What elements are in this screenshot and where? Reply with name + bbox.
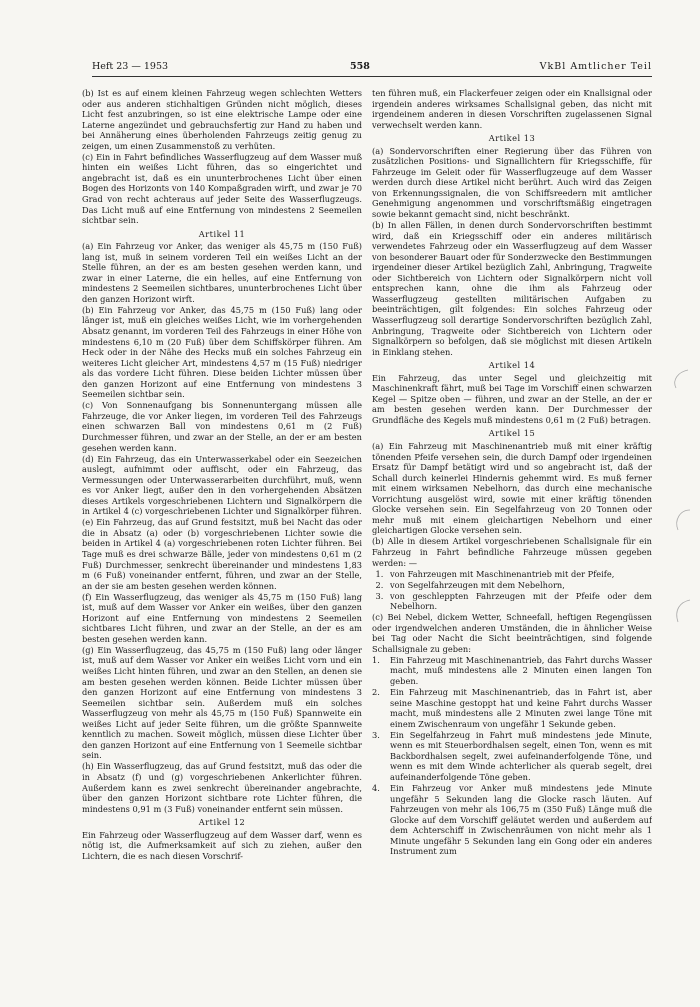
header-rule [92,76,652,77]
list-text: Ein Fahrzeug mit Maschinenantrieb, das in Fahrt ist, aber seine Maschine gestoppt hat und keine Fahrt durchs Wasser macht, muß mindestens alle 2 Minuten zwei lange Töne mit einem Zwischenraum von ungefähr 1 Sekunde geben. [390,687,652,729]
list-item [372,654,652,687]
right-column [372,88,652,993]
publication-title: VkBl Amtlicher Teil [539,61,652,72]
article-heading: Artikel 15 [488,428,536,439]
paragraph: (b) In allen Fällen, in denen durch Sondervorschriften bestimmt wird, daß ein Kriegsschiff oder ein anderes militärisch verwendetes Fahrzeug oder ein Wasserflugzeug auf dem Wasser von besonderer Bauart oder für Sonderzwecke den Bestimmungen irgendeiner dieser Artikel bezüglich Zahl, Anbringung, Tragweite oder Sichtbereich von Lichtern oder Signalkörpern nicht voll entsprechen kann, ohne die ihm als Fahrzeug oder Wasserflugzeug gestellten militärischen Aufgaben zu beeinträchtigen, gilt folgendes: Ein solches Fahrzeug oder Wasserflugzeug soll derartige Sondervorschriften bezüglich Zahl, Anbringung, Tragweite oder Sichtbereich von Lichtern oder Signalkörpern so befolgen, daß sie möglichst mit diesen Artikeln in Einklang stehen. [372,220,652,357]
paragraph: (c) Bei Nebel, dickem Wetter, Schneefall, heftigen Regengüssen oder irgendwelchen anderen Umständen, die in ähnlicher Weise bei Tag oder Nacht die Sicht beeinträchtigen, sind folgende Schallsignale zu geben: [372,612,652,654]
list-number: 2. [372,687,380,698]
pencil-mark [677,510,690,530]
list-item [372,783,652,857]
list-number: 3. [372,729,380,740]
list-item: 3. von geschleppten Fahrzeugen mit der Pfeife oder dem Nebelhorn. [386,591,652,612]
list-item: 1. von Fahrzeugen mit Maschinenantrieb mit der Pfeife, [386,569,652,580]
list-item [372,729,652,783]
page-header [92,60,652,74]
paragraph: Ein Fahrzeug oder Wasserflugzeug auf dem Wasser darf, wenn es nötig ist, die Aufmerksamkeit auf sich zu ziehen, außer den Lichtern, die es nach diesen Vorschrif- [82,829,362,861]
article-heading: Artikel 13 [488,133,536,144]
sound-signal-list [372,569,652,612]
paragraph: (c) Von Sonnenaufgang bis Sonnenuntergang müssen alle Fahrzeuge, die vor Anker liegen, im vorderen Teil des Fahrzeugs einen schwarzen Ball von mindestens 0,61 m (2 Fuß) Durchmesser führen, und zwar an der Stelle, an der er am besten gesehen werden kann. [82,400,362,453]
list-number: 1. [372,654,380,665]
article-heading: Artikel 14 [488,360,536,371]
margin-pencil-marks [658,360,698,660]
paragraph: Ein Fahrzeug, das unter Segel und gleichzeitig mit Maschinenkraft fährt, muß bei Tage im Vorschiff einen schwarzen Kegel — Spitze oben — führen, und zwar an der Stelle, an der er am besten gesehen werden kann. Der Durchmesser der Grundfläche des Kegels muß mindestens 0,61 m (2 Fuß) betragen. [372,372,652,425]
article-heading: Artikel 12 [198,817,246,828]
paragraph: (f) Ein Wasserflugzeug, das weniger als 45,75 m (150 Fuß) lang ist, muß auf dem Wasser vor Anker ein weißes, über den ganzen Horizont auf eine Entfernung von mindestens 2 Seemeilen sichtbares Licht führen, und zwar an der Stelle, an der es am besten gesehen werden kann. [82,591,362,644]
list-item [372,687,652,729]
paragraph: (a) Ein Fahrzeug vor Anker, das weniger als 45,75 m (150 Fuß) lang ist, muß in seinem vorderen Teil ein weißes Licht an der Stelle führen, an der es am besten gesehen werden kann, und zwar in einer Laterne, die ein helles, auf eine Entfernung von mindestens 2 Seemeilen sichtbares, ununterbrochenes Licht über den ganzen Horizont wirft. [82,241,362,304]
list-text: Ein Segelfahrzeug in Fahrt muß mindestens jede Minute, wenn es mit Steuerbordhalsen segelt, einen Ton, wenn es mit Backbordhalsen segelt, zwei aufeinanderfolgende Töne, und wenn es mit dem Winde achterlicher als querab segelt, drei aufeinanderfolgende Töne geben. [390,729,652,782]
list-text: Ein Fahrzeug mit Maschinenantrieb, das Fahrt durchs Wasser macht, muß mindestens alle 2 Minuten einen langen Ton geben. [390,654,652,687]
paragraph: (a) Ein Fahrzeug mit Maschinenantrieb muß mit einer kräftig tönenden Pfeife versehen sein, die durch Dampf oder irgendeinen Ersatz für Dampf betätigt wird und so angebracht ist, daß der Schall durch keinerlei Hindernis gehemmt wird. Es muß ferner mit einem wirksamen Nebelhorn, das durch eine mechanische Vorrichtung ausgelöst wird, sowie mit einer kräftig tönenden Glocke versehen sein. Ein Segelfahrzeug von 20 Tonnen oder mehr muß mit einem gleichartigen Nebelhorn und einer gleichartigen Glocke versehen sein. [372,441,652,536]
issue-label: Heft 23 — 1953 [92,61,169,72]
list-item: 2. von Segelfahrzeugen mit dem Nebelhorn, [386,580,652,591]
paragraph: (h) Ein Wasserflugzeug, das auf Grund festsitzt, muß das oder die in Absatz (f) und (g) vorgeschriebenen Ankerlichter führen. Außerdem kann es zwei senkrecht übereinander angebrachte, über den ganzen Horizont sichtbare rote Lichter führen, die mindestens 0,91 m (3 Fuß) voneinander entfernt sein müssen. [82,761,362,814]
paragraph: (g) Ein Wasserflugzeug, das 45,75 m (150 Fuß) lang oder länger ist, muß auf dem Wasser vor Anker ein weißes Licht vorn und ein weißes Licht hinten führen, und zwar an den Stellen, an denen sie am besten gesehen werden können. Beide Lichter müssen über den ganzen Horizont auf eine Entfernung von mindestens 3 Seemeilen sichtbar sein. Außerdem muß ein solches Wasserflugzeug von mehr als 45,75 m (150 Fuß) Spannweite ein weißes Licht auf jeder Seite führen, um die größte Spannweite kenntlich zu machen. Soweit möglich, müssen diese Lichter über den ganzen Horizont auf eine Entfernung von 1 Seemeile sichtbar sein. [82,644,362,761]
paragraph: (b) Ist es auf einem kleinen Fahrzeug wegen schlechten Wetters oder aus anderen stichhaltigen Gründen nicht möglich, dieses Licht fest anzubringen, so ist eine elektrische Lampe oder eine Laterne angezündet und gebrauchsfertig zur Hand zu haben und bei Annäherung eines überholenden Fahrzeugs zeitig genug zu zeigen, um einen Zusammenstoß zu verhüten. [82,88,362,151]
fog-signal-list [372,655,652,857]
paragraph: (c) Ein in Fahrt befindliches Wasserflugzeug auf dem Wasser muß hinten ein weißes Licht führen, das so eingerichtet und angebracht ist, daß es ein ununterbrochenes Licht über einen Bogen des Horizonts von 140 Kompaßgraden wirft, und zwar je 70 Grad von recht achteraus auf jeder Seite des Wasserflugzeugs. Das Licht muß auf eine Entfernung von mindestens 2 Seemeilen sichtbar sein. [82,151,362,226]
paragraph: ten führen muß, ein Flackerfeuer zeigen oder ein Knallsignal oder irgendein anderes wirksames Schallsignal geben, das nicht mit irgendeinem anderen in diesen Vorschriften zugelassenen Signal verwechselt werden kann. [372,88,652,130]
pencil-mark [677,600,690,622]
paragraph: (b) Alle in diesem Artikel vorgeschriebenen Schallsignale für ein Fahrzeug in Fahrt befindliche Fahrzeuge müssen gegeben werden: — [372,536,652,568]
article-heading: Artikel 11 [198,228,246,239]
page-number: 558 [350,61,370,72]
list-number: 4. [372,783,380,793]
pencil-mark [675,370,688,388]
left-column [82,88,362,993]
list-text: Ein Fahrzeug vor Anker muß mindestens jede Minute ungefähr 5 Sekunden lang die Glocke rasch läuten. Auf Fahrzeugen von mehr als 106,75 m (350 Fuß) Länge muß die Glocke auf dem Vorschiff geläutet werden und außerdem auf dem Achterschiff in Zwischenräumen von nicht mehr als 1 Minute ungefähr 5 Sekunden lang ein Gong oder ein anderes Instrument zum [390,783,652,857]
paragraph: (a) Sondervorschriften einer Regierung über das Führen von zusätzlichen Positions- und Signallichtern für Kriegsschiffe, für Fahrzeuge im Geleit oder für Wasserflugzeuge auf dem Wasser werden durch diese Artikel nicht berührt. Auch wird das Zeigen von Erkennungssignalen, die von Schiffsreedern mit amtlicher Genehmigung angenommen und vorschriftsmäßig eingetragen sowie bekannt gemacht sind, nicht beschränkt. [372,145,652,220]
paragraph: (d) Ein Fahrzeug, das ein Unterwasserkabel oder ein Seezeichen auslegt, aufnimmt oder auffischt, oder ein Fahrzeug, das Vermessungen oder Unterwasserarbeiten durchführt, muß, wenn es vor Anker liegt, außer den in den vorhergehenden Absätzen dieses Artikels vorgeschriebenen Lichtern und Signalkörpern die in Artikel 4 (c) vorgeschriebenen Lichter und Signalkörper führen. [82,453,362,517]
paragraph: (b) Ein Fahrzeug vor Anker, das 45,75 m (150 Fuß) lang oder länger ist, muß ein gleiches weißes Licht, wie im vorhergehenden Absatz genannt, im vorderen Teil des Fahrzeugs in einer Höhe von mindestens 6,10 m (20 Fuß) über dem Schiffskörper führen. Am Heck oder in der Nähe des Hecks muß ein solches Fahrzeug ein weiteres Licht gleicher Art, mindestens 4,57 m (15 Fuß) niedriger als das vordere Licht führen. Diese beiden Lichter müssen über den ganzen Horizont auf eine Entfernung von mindestens 3 Seemeilen sichtbar sein. [82,304,362,400]
paragraph: (e) Ein Fahrzeug, das auf Grund festsitzt, muß bei Nacht das oder die in Absatz (a) oder (b) vorgeschriebenen Lichter sowie die beiden in Artikel 4 (a) vorgeschriebenen roten Lichter führen. Bei Tage muß es drei schwarze Bälle, jeder von mindestens 0,61 m (2 Fuß) Durchmesser, senkrecht übereinander und mindestens 1,83 m (6 Fuß) voneinander entfernt, führen, und zwar an der Stelle, an der sie am besten gesehen werden können. [82,517,362,591]
